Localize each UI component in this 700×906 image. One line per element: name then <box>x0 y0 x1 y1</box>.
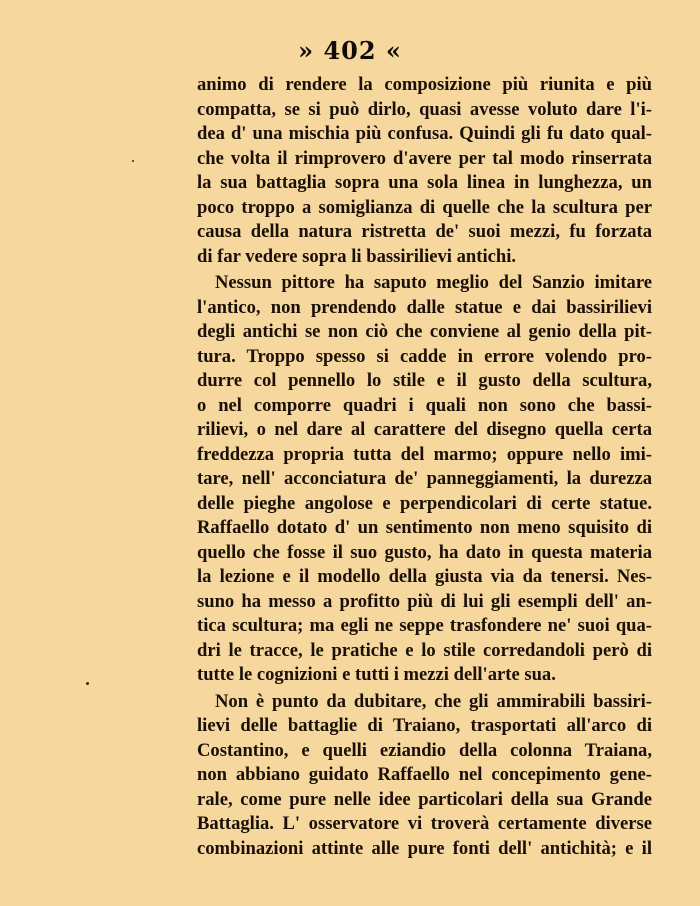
text-line: dea d' una mischia più confusa. Quindi gli fu dato qual- <box>197 123 652 144</box>
text-line: combinazioni attinte alle pure fonti dell' antichità; e il <box>197 837 652 859</box>
text-line: durre col pennello lo stile e il gusto della scultura, <box>197 370 652 391</box>
page-number: » 402 « <box>298 36 402 65</box>
text-line: dri le tracce, le pratiche e lo stile corredandoli però di <box>197 639 652 661</box>
text-line: la lezione e il modello della giusta via da tenersi. Nes- <box>197 566 652 587</box>
text-line: Costantino, e quelli eziandio della colonna Traiana, <box>197 739 652 761</box>
text-line: la sua battaglia sopra una sola linea in lunghezza, un <box>197 172 652 193</box>
text-line: Nessun pittore ha saputo meglio del Sanzio imitare <box>215 272 652 293</box>
text-line: Raffaello dotato d' un sentimento non meno squisito di <box>197 517 652 538</box>
text-line: tica scultura; ma egli ne seppe trasfondere ne' suoi qua- <box>197 615 652 636</box>
ink-speck <box>86 682 89 685</box>
text-line: tutte le cognizioni e tutti i mezzi dell'arte sua. <box>197 664 556 685</box>
text-line: Non è punto da dubitare, che gli ammirabili bassiri- <box>215 690 652 712</box>
paragraph-1 <box>197 73 652 269</box>
text-line: tare, nell' acconciatura de' panneggiamenti, la durezza <box>197 468 652 489</box>
text-line: animo di rendere la composizione più riunita e più <box>197 74 652 95</box>
text-line: lievi delle battaglie di Traiano, trasportati all'arco di <box>197 715 652 736</box>
text-line: non abbiano guidato Raffaello nel concepimento gene- <box>197 764 652 785</box>
text-line: poco troppo a somiglianza di quelle che la scultura per <box>197 196 652 218</box>
text-line: suno ha messo a profitto più di lui gli esempli dell' an- <box>197 590 652 612</box>
text-line: tura. Troppo spesso si cadde in errore volendo pro- <box>197 345 652 367</box>
text-line: che volta il rimprovero d'avere per tal modo rinserrata <box>197 147 652 169</box>
text-line: compatta, se si può dirlo, quasi avesse voluto dare l'i- <box>197 98 652 120</box>
text-line: o nel comporre quadri i quali non sono che bassi- <box>197 394 652 416</box>
body-text <box>197 73 652 861</box>
text-line: freddezza propria tutta del marmo; oppure nello imi- <box>197 443 652 465</box>
paragraph-2 <box>197 271 652 688</box>
text-line: degli antichi se non ciò che conviene al genio della pit- <box>197 321 652 342</box>
text-line: quello che fosse il suo gusto, ha dato in questa materia <box>197 541 652 563</box>
text-line: Battaglia. L' osservatore vi troverà certamente diverse <box>197 813 652 834</box>
ink-speck <box>132 160 134 162</box>
text-line: rilievi, o nel dare al carattere del disegno quella certa <box>197 419 652 440</box>
text-line: delle pieghe angolose e perpendicolari di certe statue. <box>197 492 652 514</box>
text-line: rale, come pure nelle idee particolari della sua Grande <box>197 788 652 810</box>
paragraph-3 <box>197 690 652 862</box>
text-line: di far vedere sopra li bassirilievi antichi. <box>197 245 517 267</box>
text-line: causa della natura ristretta de' suoi mezzi, fu forzata <box>197 221 652 242</box>
text-line: l'antico, non prendendo dalle statue e dai bassirilievi <box>197 296 652 318</box>
